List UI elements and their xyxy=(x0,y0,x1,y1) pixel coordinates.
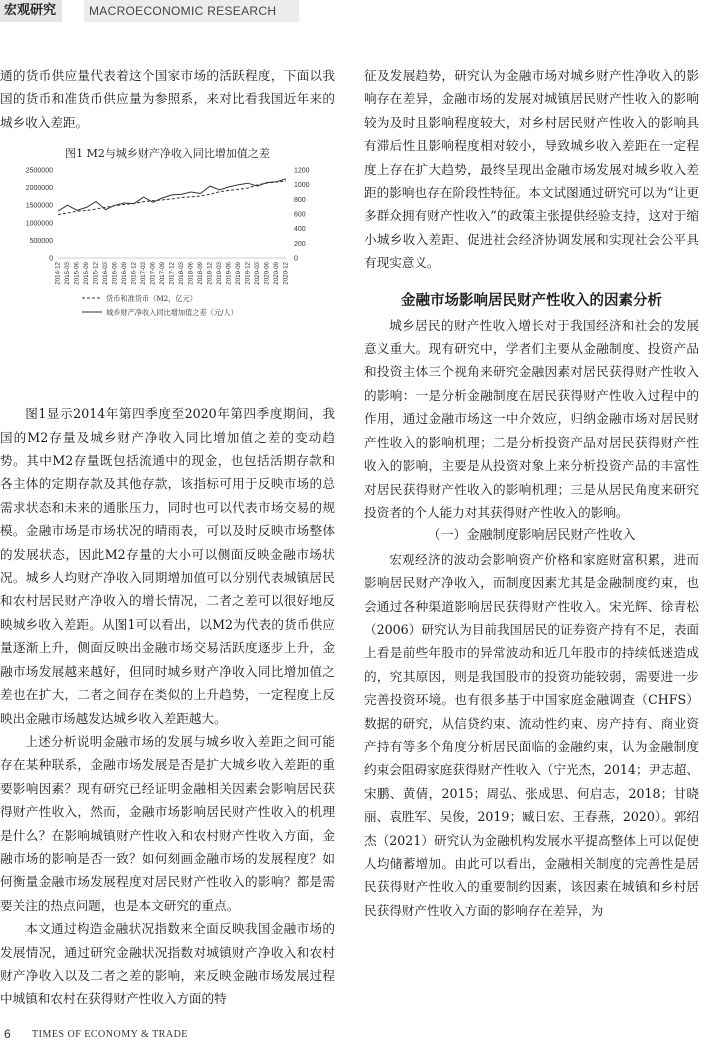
y-left-tick-label: 0 xyxy=(49,255,53,263)
paragraph: 征及发展趋势，研究认为金融市场对城乡财产性净收入的影响存在差异，金融市场的发展对城镇居民财产性收入的影响较为及时且影响程度较大，对乡村居民财产性收入的影响具有滞后性且影响程度相对较小，导致城乡收入差距在一定程度上存在扩大趋势，最终呈现出金融市场发展对城乡收入差距的影响也存在阶段性特征。本文试图通过研究可以为“让更多群众拥有财产性收入”的政策主张提供经验支持，这对于缩小城乡收入差距、促进社会经济协调发展和实现社会公平具有现实意义。 xyxy=(364,68,699,271)
y-left-tick-label: 1500000 xyxy=(25,202,53,210)
page-number: 6 xyxy=(4,1027,11,1041)
legend-label: 城乡财产净收入同比增加值之差（元/人） xyxy=(106,308,238,317)
y-left-tick-label: 1000000 xyxy=(25,220,53,228)
x-tick-label: 2016-12 xyxy=(130,262,138,285)
y-left-tick-label: 2000000 xyxy=(25,185,53,193)
figure-chart xyxy=(0,162,335,322)
y-right-tick-label: 400 xyxy=(294,226,306,234)
y-right-tick-label: 0 xyxy=(294,255,298,263)
x-tick-label: 2017-12 xyxy=(168,262,176,285)
x-tick-label: 2015-06 xyxy=(73,262,81,285)
y-right-tick-label: 1000 xyxy=(294,182,310,190)
y-right-tick-label: 600 xyxy=(294,211,306,219)
paragraph: 图1显示2014年第四季度至2020年第四季度期间，我国的M2存量及城乡财产净收入同比增加值之差的变动趋势。其中M2存量既包括流通中的现金，也包括活期存款和各主体的定期存款及其他存款，该指标可用于反映市场的总需求状态和未来的通胀压力，同时也可以代表市场交易的规模。金融市场是市场状况的晴雨表，可以及时反映市场整体的发展状态，因此M2存量的大小可以侧面反映金融市场状况。城乡人均财产净收入同期增加值可以分别代表城镇居民和农村居民财产净收入的增长情况，二者之差可以很好地反映城乡收入差距。从图1可以看出，以M2为代表的货币供应量逐渐上升，侧面反映出金融市场交易活跃度逐步上升，金融市场发展越来越好，但同时城乡财产净收入同比增加值之差也在扩大，二者之间存在类似的上升趋势，一定程度上反映出金融市场越发达城乡收入差距越大。 xyxy=(0,406,335,726)
figure-title: 图1 M2与城乡财产净收入同比增加值之差 xyxy=(65,147,270,160)
section-label: 宏观研究 xyxy=(0,0,64,22)
page-header xyxy=(0,0,705,22)
series-line-income-gap xyxy=(58,179,286,211)
y-left-tick-label: 2500000 xyxy=(25,167,53,175)
x-tick-label: 2019-09 xyxy=(235,262,243,285)
page-footer xyxy=(0,1026,705,1043)
paragraph: 通的货币供应量代表着这个国家市场的活跃程度，下面以我国的货币和准货币供应量为参照系，来对比看我国近年来的城乡收入差距。 xyxy=(0,68,335,130)
x-tick-label: 2018-06 xyxy=(187,262,195,285)
x-tick-label: 2020-03 xyxy=(254,262,262,285)
x-tick-label: 2018-09 xyxy=(197,262,205,285)
x-tick-label: 2016-06 xyxy=(111,262,119,285)
x-tick-label: 2020-09 xyxy=(273,262,281,285)
paragraph: 上述分析说明金融市场的发展与城乡收入差距之间可能存在某种联系，金融市场发展是否是扩大城乡收入差距的重要影响因素？现有研究已经证明金融相关因素会影响居民获得财产性收入，然而，金融市场影响居民财产性收入的机理是什么？在影响城镇财产性收入和农村财产性收入方面，金融市场的影响是否一致？如何刻画金融市场的发展程度？如何衡量金融市场发展程度对居民财产性收入的影响？都是需要关注的热点问题，也是本文研究的重点。 xyxy=(0,733,335,913)
x-tick-label: 2015-09 xyxy=(83,262,91,285)
paragraph: 城乡居民的财产性收入增长对于我国经济和社会的发展意义重大。现有研究中，学者们主要从金融制度、投资产品和投资主体三个视角来研究金融因素对居民获得财产性收入的影响：一是分析金融制度在居民获得财产性收入过程中的作用，通过金融市场这一中介效应，归纳金融市场对居民财产性收入的影响机理；二是分析投资产品对居民获得财产性收入的影响，主要是从投资对象上来分析投资产品的丰富性对居民获得财产性收入的影响机理；三是从居民角度来研究投资者的个人能力对其获得财产性收入的影响。 xyxy=(364,317,699,520)
x-tick-label: 2015-12 xyxy=(92,262,100,285)
y-left-tick-label: 500000 xyxy=(29,237,53,245)
x-tick-label: 2018-12 xyxy=(206,262,214,285)
y-right-tick-label: 1200 xyxy=(294,167,310,175)
paragraph: 本文通过构造金融状况指数来全面反映我国金融市场的发展情况，通过研究金融状况指数对城镇财产净收入和农村财产净收入以及二者之差的影响，来反映金融市场发展过程中城镇和农村在获得财产性收入方面的特 xyxy=(0,921,335,1007)
x-tick-label: 2019-03 xyxy=(216,262,224,285)
y-right-tick-label: 800 xyxy=(294,196,306,204)
section-label-en: MACROECONOMIC RESEARCH xyxy=(84,0,299,22)
subsection-title: （一）金融制度影响居民财产性收入 xyxy=(427,528,636,544)
x-tick-label: 2016-09 xyxy=(121,262,129,285)
x-tick-label: 2019-06 xyxy=(225,262,233,285)
right-column xyxy=(364,64,699,922)
x-tick-label: 2016-03 xyxy=(102,262,110,285)
x-tick-label: 2020-06 xyxy=(263,262,271,285)
y-right-tick-label: 200 xyxy=(294,240,306,248)
journal-name: TIMES OF ECONOMY & TRADE xyxy=(32,1029,188,1040)
x-tick-label: 2017-03 xyxy=(140,262,148,285)
legend-label: 货币和准货币（M2，亿元） xyxy=(106,294,197,303)
series-line-m2 xyxy=(58,181,286,215)
x-tick-label: 2019-12 xyxy=(244,262,252,285)
x-tick-label: 2020-12 xyxy=(282,262,290,285)
x-tick-label: 2018-03 xyxy=(178,262,186,285)
x-tick-label: 2015-03 xyxy=(64,262,72,285)
x-tick-label: 2014-12 xyxy=(54,262,62,285)
section-title: 金融市场影响居民财产性收入的因素分析 xyxy=(401,292,662,309)
x-tick-label: 2017-09 xyxy=(159,262,167,285)
x-tick-label: 2017-06 xyxy=(149,262,157,285)
paragraph: 宏观经济的波动会影响资产价格和家庭财富积累，进而影响居民财产净收入，而制度因素尤其是金融制度约束，也会通过各种渠道影响居民获得财产性收入。宋光辉、徐青松（2006）研究认为目前我国居民的证券资产持有不足，表面上看是前些年股市的异常波动和近几年股市的持续低迷造成的，究其原因，则是我国股市的投资功能较弱，需要进一步完善投资环境。也有很多基于中国家庭金融调查（CHFS）数据的研究，从信贷约束、流动性约束、房产持有、商业资产持有等多个角度分析居民面临的金融约束，认为金融制度约束会阻碍家庭获得财产性收入（宁光杰，2014；尹志超、宋鹏、黄倩，2015；周弘、张成思、何启志，2018；甘晓丽、袁胜军、吴俊，2019；臧日宏、王春燕，2020）。郭绍杰（2021）研究认为金融机构发展水平提高整体上可以促使人均储蓄增加。由此可以看出，金融相关制度的完善性是居民获得财产性收入的重要制约因素，该因素在城镇和乡村居民获得财产性收入方面的影响存在差异，为 xyxy=(364,551,699,918)
